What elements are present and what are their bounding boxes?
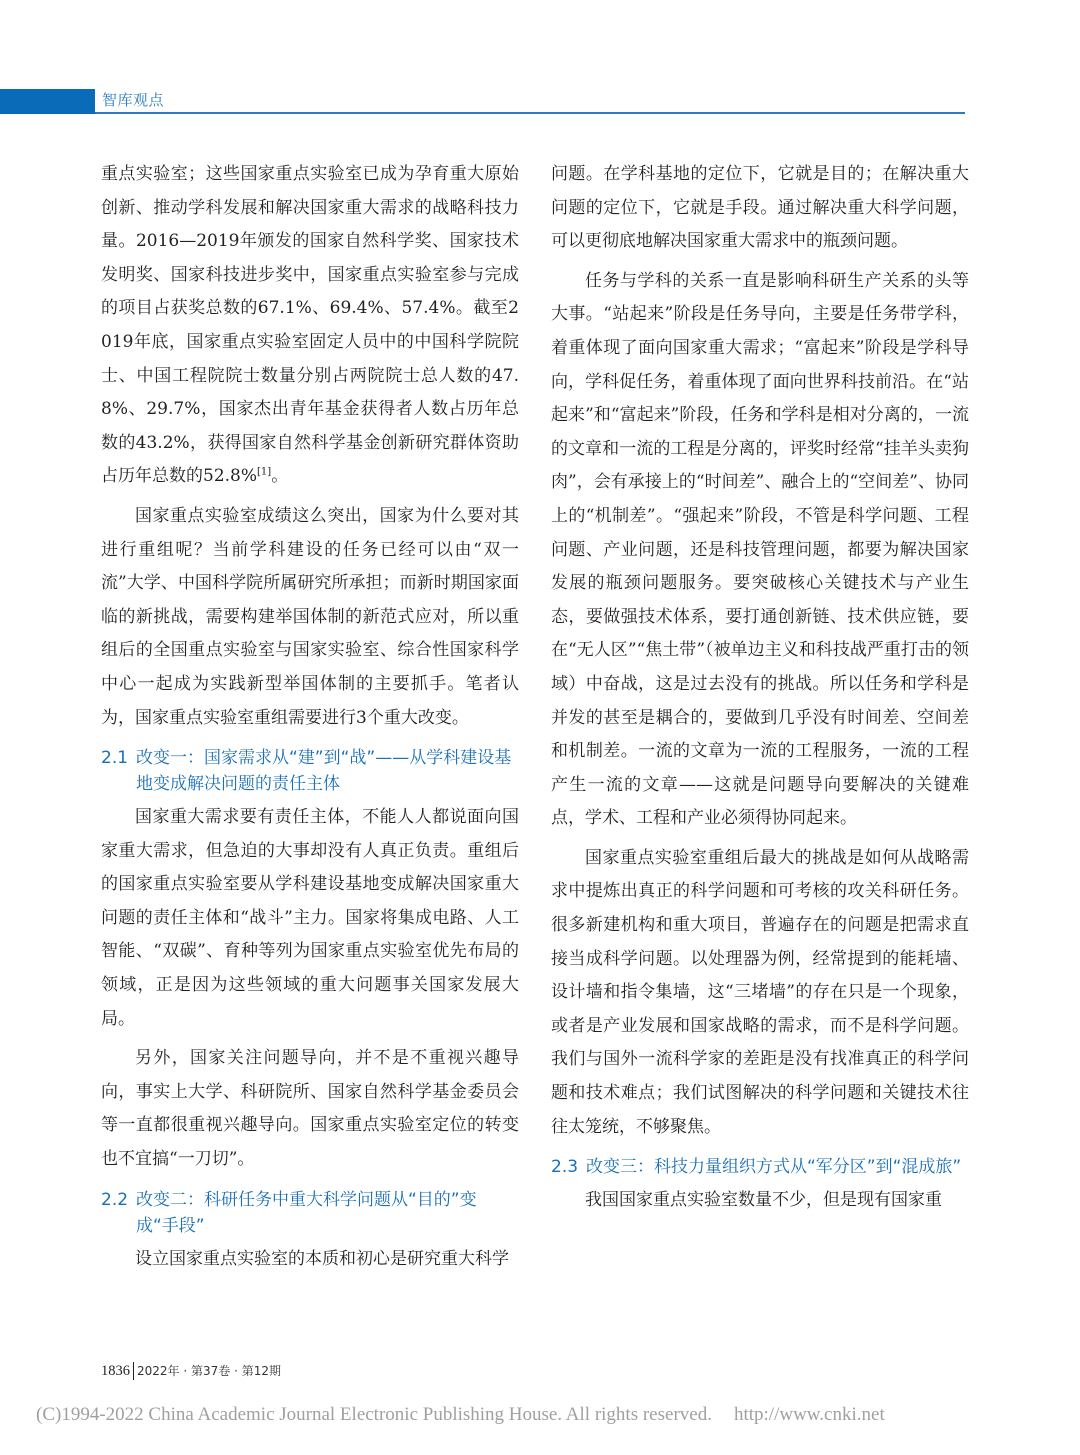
- heading-text: 改变一：国家需求从“建”到“战”——从学科建设基地变成解决问题的责任主体: [136, 748, 512, 795]
- paragraph-text: 重点实验室；这些国家重点实验室已成为孕育重大原始创新、推动学科发展和解决国家重大需求的战略科技力量。2016—2019年颁发的国家自然科学奖、国家技术发明奖、国家科技进步奖中，国家重点实验室参与完成的项目占获奖总数的67.1%、69.4%、57.4%。截至2019年底，国家重点实验室固定人员中的中国科学院院士、中国工程院院士数量分别占两院院士总人数的47.8%、29.7%，国家杰出青年基金获得者人数占历年总数的43.2%，获得国家自然科学基金创新研究群体资助占历年总数的52.8%: [101, 164, 519, 487]
- copyright-text: (C)1994-2022 China Academic Journal Electronic Publishing House. All rights reserved.: [36, 1404, 712, 1425]
- paragraph: 国家重点实验室成绩这么突出，国家为什么要对其进行重组呢？当前学科建设的任务已经可以由“双一流”大学、中国科学院所属研究所承担；而新时期国家面临的新挑战，需要构建举国体制的新范式应对，所以重组后的全国重点实验室与国家实验室、综合性国家科学中心一起成为实践新型举国体制的主要抓手。笔者认为，国家重点实验室重组需要进行3个重大改变。: [101, 505, 519, 728]
- paragraph: 我国国家重点实验室数量不少，但是现有国家重: [585, 1190, 942, 1211]
- header-accent-block: [0, 89, 95, 114]
- section-heading-2-3: [551, 1154, 969, 1180]
- heading-text: 改变三：科技力量组织方式从“军分区”到“混成旅”: [586, 1157, 962, 1178]
- cnki-link[interactable]: http://www.cnki.net: [733, 1404, 885, 1425]
- footer-divider: [133, 1362, 134, 1380]
- paragraph: 设立国家重点实验室的本质和初心是研究重大科学: [135, 1248, 509, 1269]
- page-footer: [101, 1360, 281, 1382]
- heading-number: 2.3: [551, 1157, 579, 1178]
- heading-number: 2.1: [101, 748, 129, 769]
- left-column: [101, 158, 519, 1343]
- section-heading-2-2: [101, 1187, 519, 1239]
- heading-number: 2.2: [101, 1189, 129, 1210]
- citation-ref[interactable]: [1]: [257, 466, 272, 478]
- paragraph: 国家重大需求要有责任主体，不能人人都说面向国家重大需求，但急迫的大事却没有人真正负责。重组后的国家重点实验室要从学科建设基地变成解决国家重大问题的责任主体和“战斗”主力。国家将集成电路、人工智能、“双碳”、育种等列为国家重点实验室优先布局的领域，正是因为这些领域的重大问题事关国家发展大局。: [101, 807, 519, 1029]
- paragraph: [101, 158, 519, 494]
- paragraph: 国家重点实验室重组后最大的挑战是如何从战略需求中提炼出真正的科学问题和可考核的攻关科研任务。很多新建机构和重大项目，普遍存在的问题是把需求直接当成科学问题。以处理器为例，经常提到的能耗墙、设计墙和指令集墙，这“三堵墙”的存在只是一个现象，或者是产业发展和国家战略的需求，而不是科学问题。我们与国外一流科学家的差距是没有找准真正的科学问题和技术难点；我们试图解决的科学问题和关键技术往往太笼统，不够聚焦。: [551, 847, 969, 1137]
- page-number: 1836: [101, 1363, 130, 1379]
- right-column: [551, 158, 969, 1343]
- header-rule: [95, 112, 965, 114]
- section-title: 智库观点: [102, 91, 165, 109]
- section-heading-2-1: [101, 745, 519, 797]
- issue-info: 2022年 · 第37卷 · 第12期: [137, 1364, 281, 1378]
- copyright-line: [36, 1403, 885, 1427]
- paragraph: 任务与学科的关系一直是影响科研生产关系的头等大事。“站起来”阶段是任务导向，主要是任务带学科，着重体现了面向国家重大需求；“富起来”阶段是学科导向，学科促任务，着重体现了面向世界科技前沿。在“站起来”和“富起来”阶段，任务和学科是相对分离的，一流的文章和一流的工程是分离的，评奖时经常“挂羊头卖狗肉”，会有承接上的“时间差”、融合上的“空间差”、协同上的“机制差”。“强起来”阶段，不管是科学问题、工程问题、产业问题，还是科技管理问题，都要为解决国家发展的瓶颈问题服务。要突破核心关键技术与产业生态，要做强技术体系，要打通创新链、技术供应链，要在“无人区”“焦土带”（被单边主义和科技战严重打击的领域）中奋战，这是过去没有的挑战。所以任务和学科是并发的甚至是耦合的，要做到几乎没有时间差、空间差和机制差。一流的文章为一流的工程服务，一流的工程产生一流的文章——这就是问题导向要解决的关键难点，学术、工程和产业必须得协同起来。: [551, 270, 969, 829]
- paragraph: 问题。在学科基地的定位下，它就是目的；在解决重大问题的定位下，它就是手段。通过解决重大科学问题，可以更彻底地解决国家重大需求中的瓶颈问题。: [551, 164, 969, 252]
- paragraph: 另外，国家关注问题导向，并不是不重视兴趣导向，事实上大学、科研院所、国家自然科学基金委员会等一直都很重视兴趣导向。国家重点实验室定位的转变也不宜搞“一刀切”。: [101, 1048, 519, 1170]
- paragraph-end: 。: [271, 466, 289, 487]
- heading-text: 改变二：科研任务中重大科学问题从“目的”变成“手段”: [136, 1189, 477, 1236]
